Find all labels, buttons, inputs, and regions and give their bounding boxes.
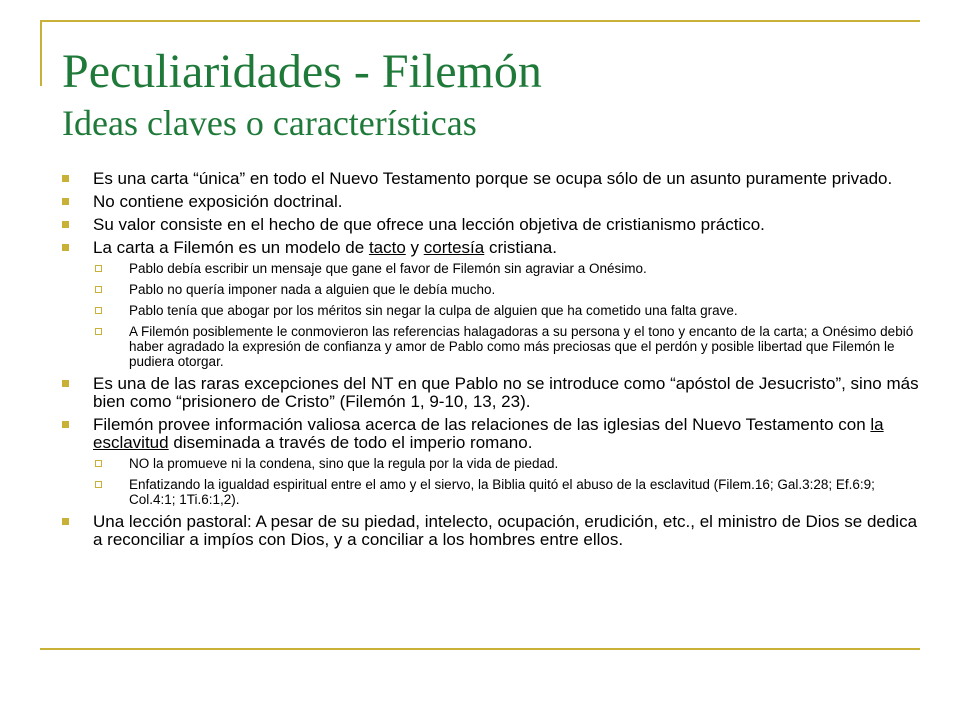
- sub-bullet-item: [93, 324, 920, 369]
- bullet-text: Una lección pastoral: A pesar de su piedad, intelecto, ocupación, erudición, etc., el ministro de Dios se dedica a reconciliar a impíos con Dios, y a conciliar a los hombres entre ellos.: [93, 512, 918, 549]
- sub-bullet-text: Pablo no quería imponer nada a alguien que le debía mucho.: [129, 282, 496, 297]
- text-segment: diseminada a través de todo el imperio romano.: [168, 433, 533, 452]
- sub-bullet-item: [93, 456, 920, 471]
- sub-bullet-text: A Filemón posiblemente le conmovieron las referencias halagadoras a su persona y el tono y encanto de la carta; a Onésimo debió haber agradado la expresión de confianza y amor de Pablo como más preciosas que el perdón y posible libertad que Filemón le pudiera otorgar.: [129, 324, 914, 369]
- slide-title: [62, 44, 922, 144]
- bullet-text: Es una carta “única” en todo el Nuevo Testamento porque se ocupa sólo de un asunto puramente privado.: [93, 169, 893, 188]
- sub-bullet-item: [93, 303, 920, 318]
- square-bullet-icon: [62, 221, 69, 228]
- left-rule: [40, 20, 42, 86]
- square-bullet-icon: [62, 518, 69, 525]
- sub-bullet-text: Enfatizando la igualdad espiritual entre el amo y el siervo, la Biblia quitó el abuso de la esclavitud (Filem.16; Gal.3:28; Ef.6:9; Col.4:1; 1Ti.6:1,2).: [129, 477, 875, 507]
- bullet-text: [93, 415, 884, 452]
- bullet-item: [60, 239, 920, 369]
- sub-bullet-text: Pablo tenía que abogar por los méritos sin negar la culpa de alguien que ha cometido una falta grave.: [129, 303, 738, 318]
- bullet-text: Es una de las raras excepciones del NT en que Pablo no se introduce como “apóstol de Jesucristo”, sino más bien como “prisionero de Cristo” (Filemón 1, 9-10, 13, 23).: [93, 374, 919, 411]
- underlined-word-cortesia: cortesía: [423, 238, 485, 257]
- sub-bullet-item: [93, 282, 920, 297]
- text-segment: cristiana.: [484, 238, 557, 257]
- square-bullet-icon: [62, 421, 69, 428]
- text-segment: La carta a Filemón es un modelo de: [93, 238, 369, 257]
- title-subtitle: Ideas claves o características: [62, 103, 477, 143]
- sub-bullet-text: NO la promueve ni la condena, sino que la regula por la vida de piedad.: [129, 456, 559, 471]
- title-main: Peculiaridades - Filemón: [62, 45, 542, 98]
- sub-bullet-item: [93, 477, 920, 507]
- square-bullet-icon: [62, 198, 69, 205]
- top-rule: [40, 20, 920, 22]
- bullet-item: [60, 375, 920, 411]
- sub-bullet-item: [93, 261, 920, 276]
- bullet-text: No contiene exposición doctrinal.: [93, 192, 343, 211]
- hollow-square-bullet-icon: [95, 286, 102, 293]
- hollow-square-bullet-icon: [95, 460, 102, 467]
- bullet-item: [60, 216, 920, 234]
- underlined-phrase-la-esclavitud: la esclavitud: [93, 415, 884, 452]
- bullet-item: [60, 193, 920, 211]
- hollow-square-bullet-icon: [95, 265, 102, 272]
- square-bullet-icon: [62, 244, 69, 251]
- hollow-square-bullet-icon: [95, 481, 102, 488]
- bullet-text: [93, 238, 557, 257]
- bullet-item: [60, 416, 920, 507]
- text-segment: Filemón provee información valiosa acerca de las relaciones de las iglesias del Nuevo Testamento con: [93, 415, 871, 434]
- sub-bullet-list: [93, 456, 920, 507]
- sub-bullet-text: Pablo debía escribir un mensaje que gane el favor de Filemón sin agraviar a Onésimo.: [129, 261, 647, 276]
- bottom-rule: [40, 648, 920, 650]
- hollow-square-bullet-icon: [95, 328, 102, 335]
- bullet-item: [60, 170, 920, 188]
- hollow-square-bullet-icon: [95, 307, 102, 314]
- underlined-word-tacto: tacto: [368, 238, 406, 257]
- sub-bullet-list: [93, 261, 920, 369]
- slide-content: [60, 170, 920, 554]
- bullet-item: [60, 513, 920, 549]
- bullet-list: [60, 170, 920, 549]
- bullet-text: Su valor consiste en el hecho de que ofrece una lección objetiva de cristianismo práctico.: [93, 215, 765, 234]
- text-segment: y: [405, 238, 424, 257]
- square-bullet-icon: [62, 175, 69, 182]
- square-bullet-icon: [62, 380, 69, 387]
